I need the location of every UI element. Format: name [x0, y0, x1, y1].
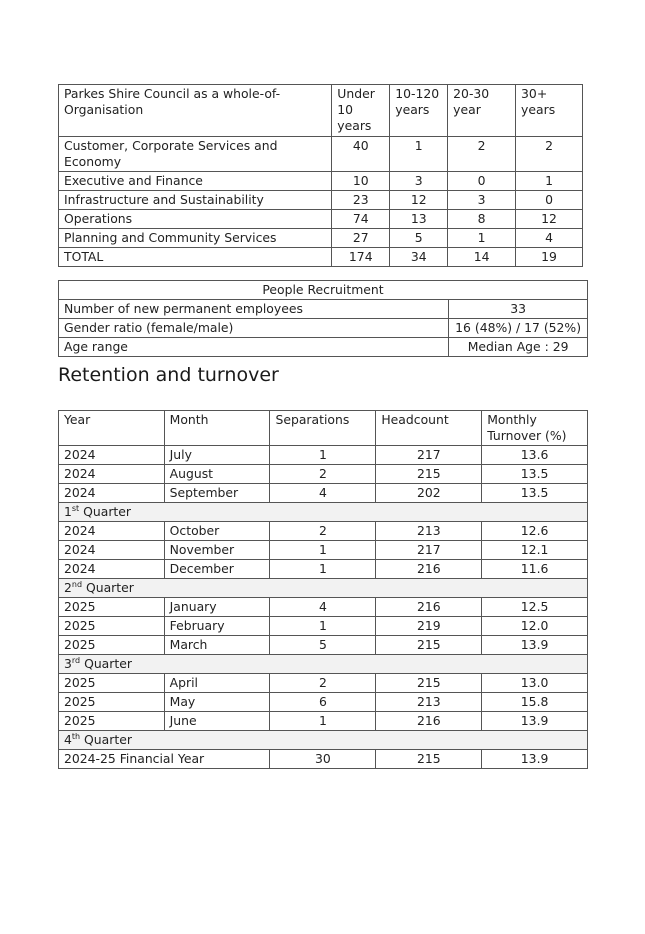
quarter-number: 2	[64, 580, 72, 595]
table-cell: 2024-25 Financial Year	[59, 750, 270, 769]
header-cell: Parkes Shire Council as a whole-of-Organisation	[59, 85, 332, 137]
quarter-number: 1	[64, 504, 72, 519]
table-row	[59, 300, 588, 319]
table-cell: 13.6	[482, 446, 588, 465]
table-cell: 12.5	[482, 598, 588, 617]
table-row	[59, 191, 583, 210]
header-cell: 30+ years	[516, 85, 583, 137]
table-cell: 216	[376, 560, 482, 579]
table-cell: 12.6	[482, 522, 588, 541]
table-cell: 2025	[59, 617, 165, 636]
table-cell: 2	[270, 465, 376, 484]
table-cell: 30	[270, 750, 376, 769]
table-cell: 2024	[59, 560, 165, 579]
recruitment-table	[58, 280, 588, 357]
table-row	[59, 674, 588, 693]
table-cell: 14	[448, 248, 516, 267]
table-cell: 10	[332, 172, 390, 191]
table-cell: 13.9	[482, 750, 588, 769]
table-cell: 2024	[59, 446, 165, 465]
table-row	[59, 172, 583, 191]
table-cell: 1	[516, 172, 583, 191]
table-cell: 12	[390, 191, 448, 210]
quarter-row	[59, 655, 588, 674]
tenure-table	[58, 84, 583, 267]
quarter-number: 4	[64, 732, 72, 747]
table-cell: 215	[376, 750, 482, 769]
table-cell: 3	[448, 191, 516, 210]
table-cell: 16 (48%) / 17 (52%)	[449, 319, 588, 338]
table-cell: 219	[376, 617, 482, 636]
table-cell: 2	[270, 674, 376, 693]
table-cell: 13.9	[482, 712, 588, 731]
table-cell: December	[164, 560, 270, 579]
section-heading: Retention and turnover	[58, 364, 279, 386]
table-row	[59, 560, 588, 579]
table-cell: 33	[449, 300, 588, 319]
table-cell: 13.5	[482, 484, 588, 503]
retention-table	[58, 410, 588, 769]
table-cell: TOTAL	[59, 248, 332, 267]
table-cell: 19	[516, 248, 583, 267]
table-cell: August	[164, 465, 270, 484]
quarter-row	[59, 731, 588, 750]
table-row	[59, 712, 588, 731]
table-cell: 74	[332, 210, 390, 229]
table-cell: June	[164, 712, 270, 731]
table-cell: 13.9	[482, 636, 588, 655]
header-cell: 10-120 years	[390, 85, 448, 137]
table-row	[59, 541, 588, 560]
table-cell: 5	[270, 636, 376, 655]
table-cell: 0	[448, 172, 516, 191]
header-cell: 20-30 year	[448, 85, 516, 137]
quarter-label	[59, 503, 588, 522]
table-cell: Planning and Community Services	[59, 229, 332, 248]
table-cell: 8	[448, 210, 516, 229]
table-cell: 1	[448, 229, 516, 248]
ordinal-suffix: st	[71, 503, 80, 513]
table-cell: 2025	[59, 636, 165, 655]
table-row	[59, 522, 588, 541]
table-cell: May	[164, 693, 270, 712]
table-cell: November	[164, 541, 270, 560]
table-cell: 1	[270, 446, 376, 465]
header-cell: Under 10 years	[332, 85, 390, 137]
table-cell: 2024	[59, 522, 165, 541]
table-cell: September	[164, 484, 270, 503]
table-cell: 2	[516, 137, 583, 172]
total-row	[59, 248, 583, 267]
table-cell: 1	[270, 617, 376, 636]
table-row	[59, 319, 588, 338]
table-cell: 1	[390, 137, 448, 172]
table-row	[59, 484, 588, 503]
quarter-text: Quarter	[80, 656, 132, 671]
table-cell: 11.6	[482, 560, 588, 579]
table-cell: 202	[376, 484, 482, 503]
table-header-row	[59, 85, 583, 137]
table-cell: 215	[376, 465, 482, 484]
table-cell: Infrastructure and Sustainability	[59, 191, 332, 210]
table-row	[59, 465, 588, 484]
table-row	[59, 598, 588, 617]
table-cell: 2024	[59, 484, 165, 503]
table-cell: Executive and Finance	[59, 172, 332, 191]
table-row	[59, 636, 588, 655]
table-cell: 34	[390, 248, 448, 267]
header-cell: Year	[59, 411, 165, 446]
table-cell: Gender ratio (female/male)	[59, 319, 449, 338]
table-cell: 15.8	[482, 693, 588, 712]
table-cell: 5	[390, 229, 448, 248]
table-cell: 12.0	[482, 617, 588, 636]
quarter-row	[59, 503, 588, 522]
table-cell: 213	[376, 693, 482, 712]
total-row	[59, 750, 588, 769]
table-cell: 40	[332, 137, 390, 172]
header-cell: Month	[164, 411, 270, 446]
table-cell: 1	[270, 560, 376, 579]
header-cell: Headcount	[376, 411, 482, 446]
table-header-row	[59, 411, 588, 446]
table-row	[59, 693, 588, 712]
table-cell: February	[164, 617, 270, 636]
ordinal-suffix: nd	[71, 579, 83, 589]
table-cell: 216	[376, 598, 482, 617]
table-row	[59, 210, 583, 229]
table-cell: 217	[376, 541, 482, 560]
header-cell: Monthly Turnover (%)	[482, 411, 588, 446]
table-cell: 2025	[59, 712, 165, 731]
table-cell: 215	[376, 636, 482, 655]
table-cell: January	[164, 598, 270, 617]
quarter-label	[59, 731, 588, 750]
table-cell: April	[164, 674, 270, 693]
table-cell: 1	[270, 712, 376, 731]
table-cell: 215	[376, 674, 482, 693]
table-cell: 4	[270, 484, 376, 503]
header-cell: Separations	[270, 411, 376, 446]
table-cell: 13.5	[482, 465, 588, 484]
table-cell: July	[164, 446, 270, 465]
table-row	[59, 338, 588, 357]
table-cell: 2024	[59, 541, 165, 560]
table-cell: 1	[270, 541, 376, 560]
table-cell: 2024	[59, 465, 165, 484]
table-cell: 2025	[59, 598, 165, 617]
table-cell: Median Age : 29	[449, 338, 588, 357]
table-cell: 174	[332, 248, 390, 267]
ordinal-suffix: rd	[71, 655, 81, 665]
table-cell: 13.0	[482, 674, 588, 693]
table-cell: October	[164, 522, 270, 541]
table-cell: Age range	[59, 338, 449, 357]
table-cell: Operations	[59, 210, 332, 229]
table-cell: 2025	[59, 674, 165, 693]
table-row	[59, 617, 588, 636]
table-cell: 2	[270, 522, 376, 541]
table-cell: 4	[516, 229, 583, 248]
recruitment-title: People Recruitment	[59, 281, 588, 300]
table-cell: 6	[270, 693, 376, 712]
table-cell: 217	[376, 446, 482, 465]
table-cell: 27	[332, 229, 390, 248]
quarter-text: Quarter	[82, 580, 134, 595]
table-cell: 0	[516, 191, 583, 210]
table-cell: 3	[390, 172, 448, 191]
table-cell: 4	[270, 598, 376, 617]
table-cell: Customer, Corporate Services and Economy	[59, 137, 332, 172]
table-row	[59, 229, 583, 248]
quarter-text: Quarter	[80, 732, 132, 747]
quarter-label	[59, 579, 588, 598]
quarter-number: 3	[64, 656, 72, 671]
table-cell: 2	[448, 137, 516, 172]
quarter-row	[59, 579, 588, 598]
table-cell: March	[164, 636, 270, 655]
table-cell: 12.1	[482, 541, 588, 560]
table-row	[59, 137, 583, 172]
table-cell: Number of new permanent employees	[59, 300, 449, 319]
table-cell: 23	[332, 191, 390, 210]
table-row	[59, 446, 588, 465]
table-title-row	[59, 281, 588, 300]
table-cell: 2025	[59, 693, 165, 712]
table-cell: 216	[376, 712, 482, 731]
quarter-label	[59, 655, 588, 674]
table-cell: 12	[516, 210, 583, 229]
quarter-text: Quarter	[79, 504, 132, 519]
table-cell: 213	[376, 522, 482, 541]
table-cell: 13	[390, 210, 448, 229]
ordinal-suffix: th	[71, 731, 81, 741]
